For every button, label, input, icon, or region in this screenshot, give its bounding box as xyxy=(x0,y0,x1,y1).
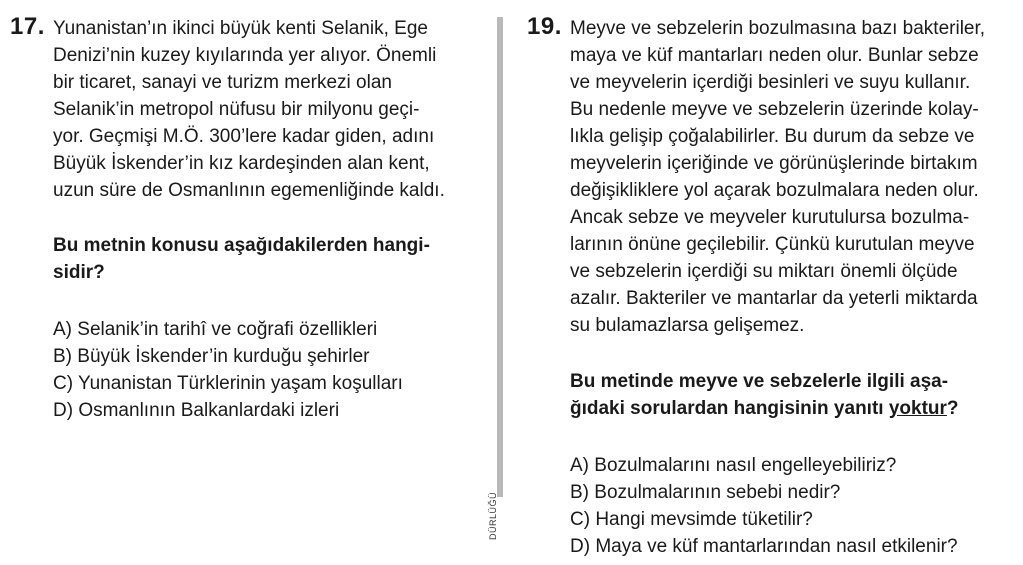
question-17 xyxy=(10,0,490,565)
options-list xyxy=(570,452,958,560)
option-c[interactable]: C) Yunanistan Türklerinin yaşam koşulları xyxy=(53,373,403,394)
question-mark: ? xyxy=(946,398,959,419)
column-divider xyxy=(497,17,503,497)
question-line: sidir? xyxy=(53,262,105,283)
question-stem xyxy=(570,368,959,422)
passage-line: Bu nedenle meyve ve sebzelerin üzerinde kolay- xyxy=(570,99,979,120)
question-number: 17. xyxy=(10,13,45,40)
question-line: Bu metnin konusu aşağıdakilerden hangi- xyxy=(53,235,430,256)
options-list xyxy=(53,316,403,424)
passage-line: Denizi’nin kuzey kıyılarında yer alıyor. Önemli xyxy=(53,45,437,66)
option-d[interactable]: D) Maya ve küf mantarlarından nasıl etkilenir? xyxy=(570,536,958,557)
passage-line: yor. Geçmişi M.Ö. 300’lere kadar giden, adını xyxy=(53,126,435,147)
question-stem xyxy=(53,232,430,286)
passage-line: değişikliklere yol açarak bozulmalara neden olur. xyxy=(570,180,979,201)
question-text: ğıdaki sorulardan hangisinin yanıtı xyxy=(570,398,889,419)
passage-line: su bulamazlarsa gelişemez. xyxy=(570,315,805,336)
question-number: 19. xyxy=(527,13,562,40)
option-c[interactable]: C) Hangi mevsimde tüketilir? xyxy=(570,509,813,530)
passage-line: uzun süre de Osmanlının egemenliğinde kaldı. xyxy=(53,180,445,201)
question-19 xyxy=(527,0,1017,565)
passage-line: lıkla gelişip çoğalabilirler. Bu durum da sebze ve xyxy=(570,126,975,147)
option-b[interactable]: B) Bozulmalarının sebebi nedir? xyxy=(570,482,841,503)
option-b[interactable]: B) Büyük İskender’in kurduğu şehirler xyxy=(53,346,370,367)
passage-line: Selanik’in metropol nüfusu bir milyonu geçi- xyxy=(53,99,420,120)
side-label: DÜRLÜĞÜ xyxy=(488,491,498,540)
passage xyxy=(53,15,445,204)
passage-line: meyvelerin içeriğinde ve görünüşlerinde birtakım xyxy=(570,153,978,174)
question-line: Bu metinde meyve ve sebzelerle ilgili aşa- xyxy=(570,371,949,392)
option-a[interactable]: A) Selanik’in tarihî ve coğrafi özellikleri xyxy=(53,319,378,340)
option-a[interactable]: A) Bozulmalarını nasıl engelleyebiliriz? xyxy=(570,455,897,476)
passage-line: Yunanistan’ın ikinci büyük kenti Selanik, Ege xyxy=(53,18,428,39)
question-line xyxy=(570,395,959,422)
passage-line: azalır. Bakteriler ve mantarlar da yeterli miktarda xyxy=(570,288,978,309)
option-d[interactable]: D) Osmanlının Balkanlardaki izleri xyxy=(53,400,340,421)
passage-line: Meyve ve sebzelerin bozulmasına bazı bakteriler, xyxy=(570,18,986,39)
passage-line: ve meyvelerin içerdiği besinleri ve suyu kullanır. xyxy=(570,72,971,93)
passage-line: bir ticaret, sanayi ve turizm merkezi olan xyxy=(53,72,392,93)
passage-line: larının önüne geçilebilir. Çünkü kurutulan meyve xyxy=(570,234,975,255)
emphasis-negative: yoktur xyxy=(888,398,947,419)
passage-line: maya ve küf mantarları neden olur. Bunlar sebze xyxy=(570,45,979,66)
passage-line: Büyük İskender’in kız kardeşinden alan kent, xyxy=(53,153,430,174)
passage-line: Ancak sebze ve meyveler kurutulursa bozulma- xyxy=(570,207,970,228)
passage xyxy=(570,15,985,339)
passage-line: ve sebzelerin içerdiği su miktarı önemli ölçüde xyxy=(570,261,958,282)
